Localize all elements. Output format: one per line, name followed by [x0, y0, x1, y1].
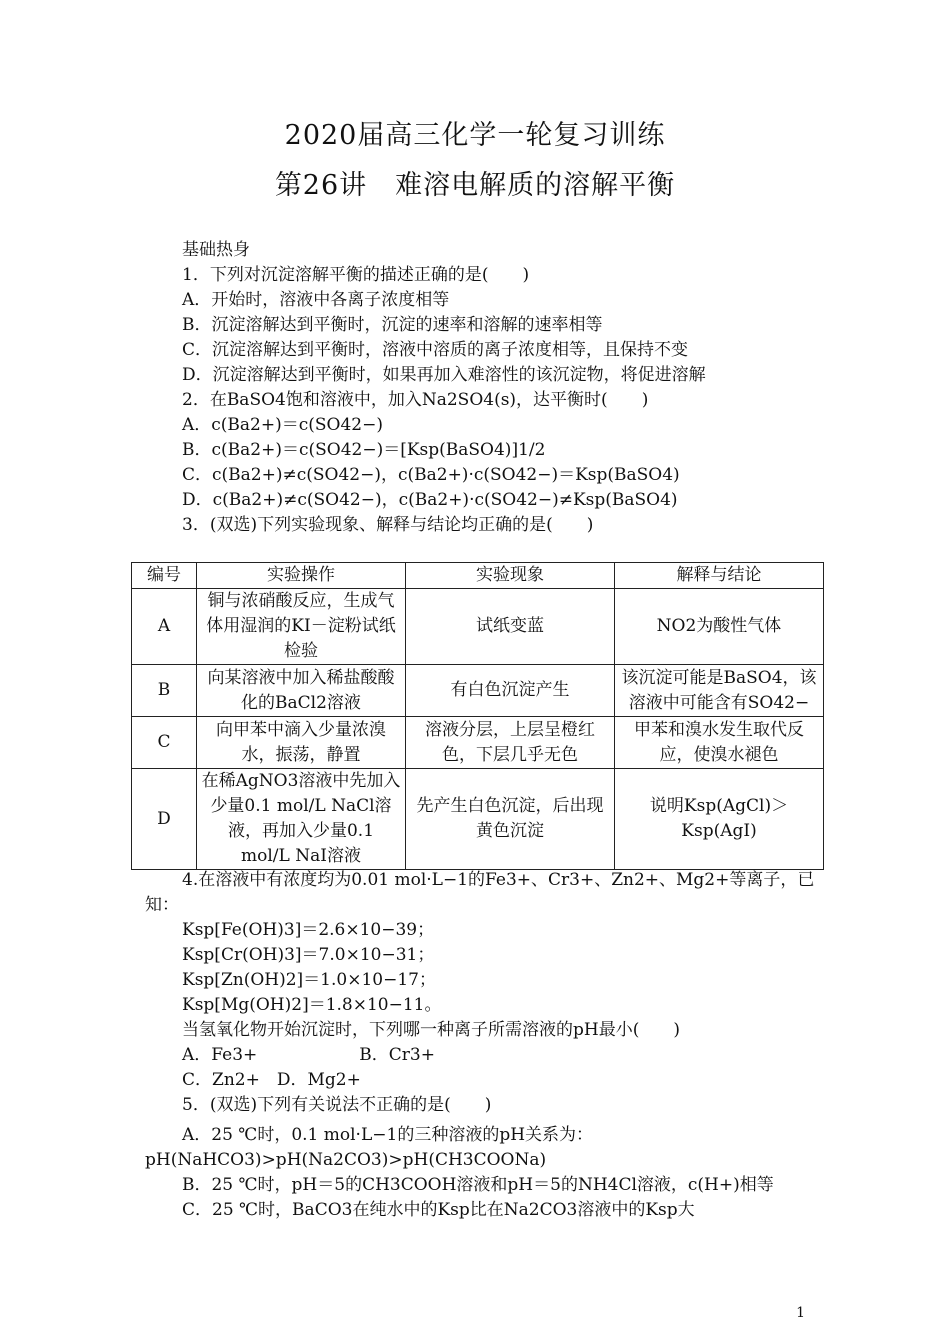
table-row [132, 717, 824, 769]
q2-option-c: C．c(Ba2+)≠c(SO42−)，c(Ba2+)·c(SO42−)＝Ksp(BaSO4) [182, 465, 680, 485]
row-id: D [132, 769, 197, 870]
row-id: C [132, 717, 197, 769]
q1-option-b: B．沉淀溶解达到平衡时，沉淀的速率和溶解的速率相等 [182, 315, 603, 335]
row-operation: 铜与浓硝酸反应，生成气体用湿润的KI－淀粉试纸检验 [197, 589, 406, 665]
row-operation: 在稀AgNO3溶液中先加入少量0.1 mol/L NaCl溶液，再加入少量0.1 mol/L NaI溶液 [197, 769, 406, 870]
q1-stem: 1．下列对沉淀溶解平衡的描述正确的是( ) [182, 265, 530, 285]
row-phenomenon: 有白色沉淀产生 [406, 665, 615, 717]
q1-option-c: C．沉淀溶解达到平衡时，溶液中溶质的离子浓度相等，且保持不变 [182, 340, 689, 360]
header-operation: 实验操作 [197, 563, 406, 589]
table-row [132, 665, 824, 717]
q5-option-a-cont: pH(NaHCO3)>pH(Na2CO3)>pH(CH3COONa) [145, 1150, 547, 1170]
q4-stem-2: 知： [145, 895, 179, 915]
q4-options-cd: C．Zn2+ D．Mg2+ [182, 1070, 361, 1090]
row-conclusion: 说明Ksp(AgCl)＞Ksp(AgI) [615, 769, 824, 870]
table-row [132, 769, 824, 870]
row-conclusion: NO2为酸性气体 [615, 589, 824, 665]
document-title: 2020届高三化学一轮复习训练 [284, 120, 666, 151]
row-operation: 向某溶液中加入稀盐酸酸化的BaCl2溶液 [197, 665, 406, 717]
q2-option-b: B．c(Ba2+)＝c(SO42−)＝[Ksp(BaSO4)]1/2 [182, 440, 546, 460]
row-phenomenon: 试纸变蓝 [406, 589, 615, 665]
q1-option-d: D．沉淀溶解达到平衡时，如果再加入难溶性的该沉淀物，将促进溶解 [182, 365, 706, 385]
q2-stem: 2．在BaSO4饱和溶液中，加入Na2SO4(s)，达平衡时( ) [182, 390, 649, 410]
q4-ksp-mg: Ksp[Mg(OH)2]＝1.8×10−11。 [182, 995, 442, 1015]
q5-option-c: C．25 ℃时，BaCO3在纯水中的Ksp比在Na2CO3溶液中的Ksp大 [182, 1200, 695, 1220]
header-id: 编号 [132, 563, 197, 589]
row-phenomenon: 先产生白色沉淀，后出现黄色沉淀 [406, 769, 615, 870]
q4-ksp-fe: Ksp[Fe(OH)3]＝2.6×10−39； [182, 920, 435, 940]
page-number: 1 [796, 1305, 805, 1321]
row-id: A [132, 589, 197, 665]
q5-stem: 5．(双选)下列有关说法不正确的是( ) [182, 1095, 492, 1115]
row-id: B [132, 665, 197, 717]
q1-option-a: A．开始时，溶液中各离子浓度相等 [182, 290, 450, 310]
q3-table [131, 562, 824, 870]
q2-option-d: D．c(Ba2+)≠c(SO42−)，c(Ba2+)·c(SO42−)≠Ksp(BaSO4) [182, 490, 678, 510]
table-row [132, 589, 824, 665]
table-header-row [132, 563, 824, 589]
q4-question: 当氢氧化物开始沉淀时，下列哪一种离子所需溶液的pH最小( ) [182, 1020, 680, 1040]
q4-options-ab: A．Fe3+ B．Cr3+ [182, 1045, 435, 1065]
row-conclusion: 该沉淀可能是BaSO4，该溶液中可能含有SO42− [615, 665, 824, 717]
q3-stem: 3．(双选)下列实验现象、解释与结论均正确的是( ) [182, 515, 594, 535]
q4-stem-1: 4.在溶液中有浓度均为0.01 mol·L−1的Fe3+、Cr3+、Zn2+、Mg2+等离子，已 [182, 870, 815, 890]
q2-option-a: A．c(Ba2+)＝c(SO42−) [182, 415, 383, 435]
lesson-title: 第26讲 难溶电解质的溶解平衡 [274, 170, 676, 201]
section-heading: 基础热身 [182, 240, 250, 260]
q4-ksp-zn: Ksp[Zn(OH)2]＝1.0×10−17； [182, 970, 436, 990]
header-phenomenon: 实验现象 [406, 563, 615, 589]
q5-option-b: B．25 ℃时，pH＝5的CH3COOH溶液和pH＝5的NH4Cl溶液，c(H+)相等 [182, 1175, 774, 1195]
q5-option-a: A．25 ℃时，0.1 mol·L−1的三种溶液的pH关系为： [182, 1125, 594, 1145]
header-conclusion: 解释与结论 [615, 563, 824, 589]
row-phenomenon: 溶液分层，上层呈橙红色，下层几乎无色 [406, 717, 615, 769]
row-conclusion: 甲苯和溴水发生取代反应，使溴水褪色 [615, 717, 824, 769]
row-operation: 向甲苯中滴入少量浓溴水，振荡，静置 [197, 717, 406, 769]
q4-ksp-cr: Ksp[Cr(OH)3]＝7.0×10−31； [182, 945, 435, 965]
